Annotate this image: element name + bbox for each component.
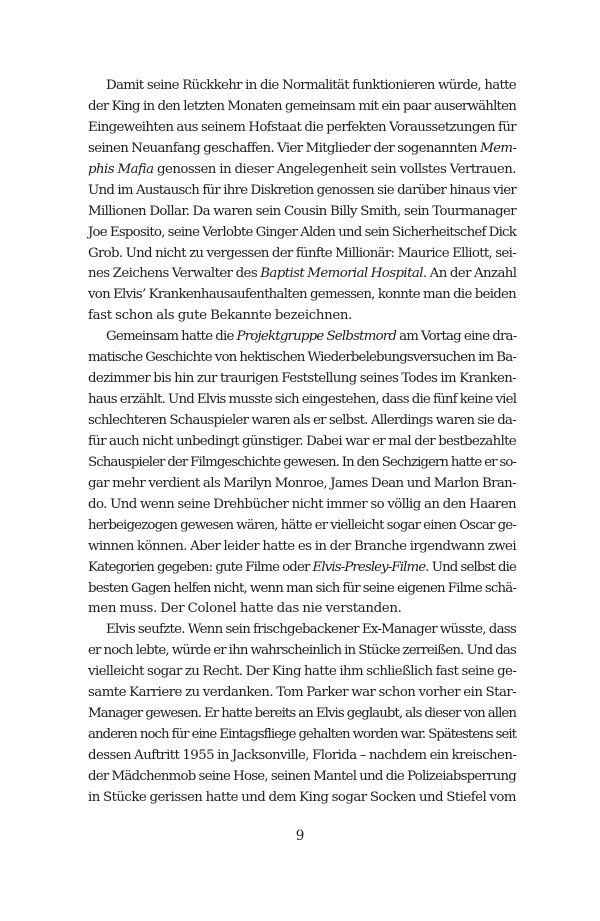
text-line [88, 474, 516, 495]
line-text: besten Gagen helfen nicht, wenn man sich für seine eigenen Filme schä- [88, 580, 516, 596]
text-line [88, 244, 516, 265]
emphasis-text: phis Mafia [88, 161, 154, 177]
text-line [88, 390, 516, 411]
line-text: men muss. Der Colonel hatte das nie verstanden. [88, 601, 402, 617]
text-line [88, 579, 516, 600]
line-text: gar mehr verdient als Marilyn Monroe, James Dean und Marlon Bran- [88, 475, 516, 491]
line-text: Kategorien gegeben: gute Filme oder [88, 559, 310, 575]
text-line [88, 683, 516, 704]
text-line [88, 223, 516, 244]
emphasis-text: Projektgruppe Selbstmord [236, 329, 397, 345]
text-line [88, 97, 516, 118]
text-line [88, 285, 516, 306]
line-text: Und im Austausch für ihre Diskretion genossen sie darüber hinaus vier [88, 182, 516, 198]
line-text: für auch nicht unbedingt günstiger. Dabei war er mal der bestbezahlte [88, 433, 516, 449]
text-line [88, 181, 516, 202]
line-text: Gemeinsam hatte die [106, 329, 234, 345]
line-text: . Und selbst die [425, 559, 517, 575]
line-text: anderen noch für eine Eintagsfliege gehalten worden war. Spätestens seit [88, 727, 516, 743]
text-line [88, 788, 516, 809]
text-line [88, 620, 516, 641]
text-line [88, 767, 516, 788]
line-text: dessen Auftritt 1955 in Jacksonville, Florida – nachdem ein kreischen- [88, 748, 517, 763]
text-line [88, 327, 516, 348]
line-text: nes Zeichens Verwalter des [88, 266, 258, 282]
emphasis-text: Elvis-Presley-Filme [312, 559, 426, 575]
text-line [88, 306, 516, 327]
text-line [88, 411, 516, 432]
text-line [88, 160, 516, 181]
line-text: Grob. Und nicht zu vergessen der fünfte Millionär: Maurice Elliott, sei- [88, 245, 516, 261]
line-text: am Vortag eine dra- [396, 329, 517, 345]
text-line [88, 453, 516, 474]
text-line [88, 516, 516, 537]
emphasis-text: Mem- [480, 140, 517, 156]
line-text: Manager gewesen. Er hatte bereits an Elvis geglaubt, als dieser von allen [88, 706, 516, 722]
line-text: matische Geschichte von hektischen Wiederbelebungsversuchen im Ba- [88, 350, 516, 366]
line-text: Millionen Dollar. Da waren sein Cousin Billy Smith, sein Tourmanager [88, 203, 516, 219]
text-line [88, 264, 516, 285]
emphasis-text: Baptist Memorial Hospital [260, 266, 423, 282]
text-line [88, 746, 516, 767]
text-line [88, 662, 516, 683]
line-text: samte Karriere zu verdanken. Tom Parker war schon vorher ein Star- [88, 685, 517, 701]
line-text: vielleicht sogar zu Recht. Der King hatte ihm schließlich fast seine ge- [88, 664, 517, 680]
line-text: Eingeweihten aus seinem Hofstaat die perfekten Voraussetzungen für [88, 119, 516, 135]
text-line [88, 76, 516, 97]
text-line [88, 495, 516, 516]
body-text [88, 76, 516, 809]
line-text: schlechteren Schauspieler waren als er selbst. Allerdings waren sie da- [88, 413, 516, 428]
text-line [88, 432, 516, 453]
line-text: genossen in dieser Angelegenheit sein vollstes Vertrauen. [153, 161, 516, 177]
line-text: do. Und wenn seine Drehbücher nicht immer so völlig an den Haaren [88, 496, 516, 512]
line-text: dezimmer bis hin zur traurigen Feststellung seines Todes im Kranken- [88, 371, 516, 387]
text-line [88, 537, 516, 558]
text-line [88, 725, 516, 746]
line-text: Damit seine Rückkehr in die Normalität funktionieren würde, hatte [106, 78, 516, 93]
page-number: 9 [295, 828, 305, 844]
line-text: . An der Anzahl [422, 266, 517, 282]
text-line [88, 202, 516, 223]
line-text: herbeigezogen gewesen wären, hätte er vielleicht sogar einen Oscar ge- [88, 517, 516, 533]
text-line [88, 348, 516, 369]
line-text: Elvis seufzte. Wenn sein frischgebackener Ex-Manager wüsste, dass [106, 622, 516, 638]
text-line [88, 599, 516, 620]
line-text: er noch lebte, würde er ihn wahrscheinlich in Stücke zerreißen. Und das [88, 643, 516, 659]
line-text: winnen können. Aber leider hatte es in der Branche irgendwann zwei [88, 538, 516, 554]
line-text: Joe Esposito, seine Verlobte Ginger Alden und sein Sicherheitschef Dick [88, 224, 516, 240]
text-line [88, 369, 516, 390]
line-text: von Elvis’ Krankenhausaufenthalten gemessen, konnte man die beiden [88, 287, 516, 303]
text-line [88, 558, 516, 579]
line-text: seinen Neuanfang geschaffen. Vier Mitglieder der sogenannten [88, 140, 477, 156]
line-text: in Stücke gerissen hatte und dem King sogar Socken und Stiefel vom [88, 789, 516, 805]
text-line [88, 704, 516, 725]
line-text: der Mädchenmob seine Hose, seinen Mantel und die Polizeiabsperrung [88, 768, 516, 784]
text-line [88, 118, 516, 139]
text-line [88, 641, 516, 662]
line-text: haus erzählt. Und Elvis musste sich eingestehen, dass die fünf keine viel [88, 392, 517, 408]
line-text: der King in den letzten Monaten gemeinsam mit ein paar auserwählten [88, 98, 516, 114]
line-text: fast schon als gute Bekannte bezeichnen. [88, 308, 353, 324]
line-text: Schauspieler der Filmgeschichte gewesen. In den Sechzigern hatte er so- [88, 454, 516, 470]
text-line [88, 139, 516, 160]
